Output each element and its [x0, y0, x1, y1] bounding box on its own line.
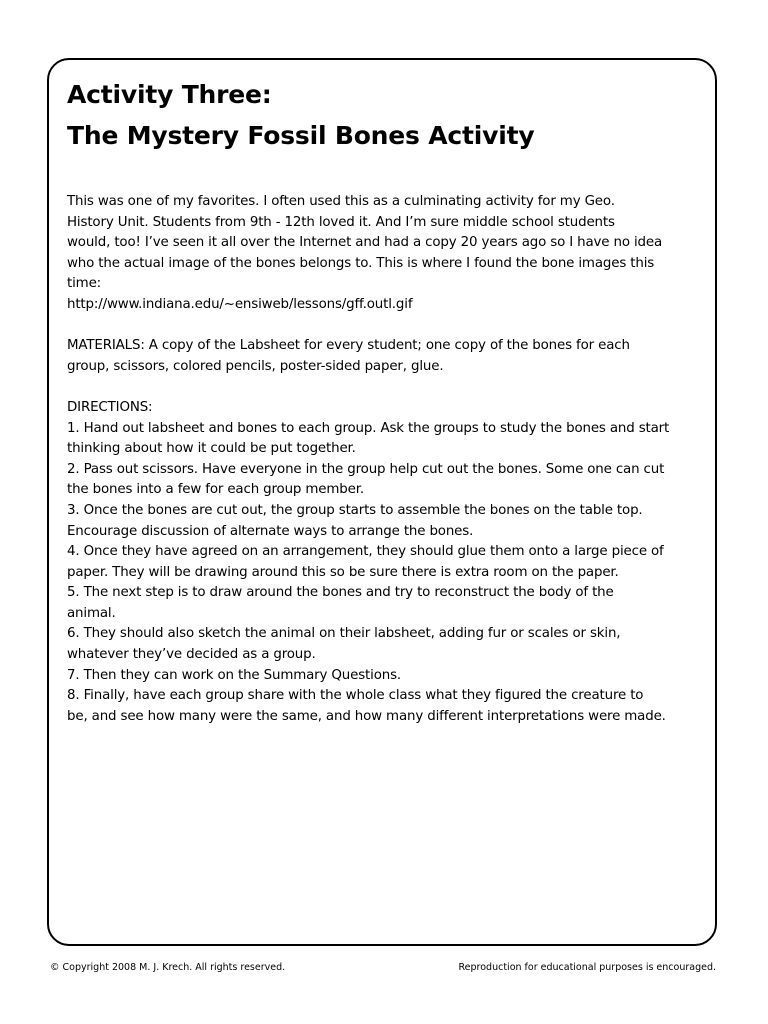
paragraph-spacer	[67, 316, 707, 337]
direction-step-6-cont: whatever they’ve decided as a group.	[67, 647, 316, 663]
page-title	[67, 74, 534, 156]
intro-line: who the actual image of the bones belongs to. This is where I found the bone images this	[67, 255, 655, 271]
materials-paragraph	[67, 336, 707, 377]
direction-step-5: 5. The next step is to draw around the bones and try to reconstruct the body of the	[67, 585, 614, 601]
direction-step-1: 1. Hand out labsheet and bones to each group. Ask the groups to study the bones and start	[67, 420, 670, 436]
direction-step-2-cont: the bones into a few for each group member.	[67, 482, 364, 498]
copyright-notice: © Copyright 2008 M. J. Krech. All rights reserved.	[50, 962, 286, 973]
direction-step-4-cont: paper. They will be drawing around this so be sure there is extra room on the paper.	[67, 564, 619, 580]
directions-section	[67, 398, 707, 728]
direction-step-1-cont: thinking about how it could be put together.	[67, 441, 356, 457]
intro-line: would, too! I’ve seen it all over the Internet and had a copy 20 years ago so I have no idea	[67, 235, 663, 251]
intro-line: This was one of my favorites. I often used this as a culminating activity for my Geo.	[67, 194, 615, 209]
direction-step-7: 7. Then they can work on the Summary Questions.	[67, 667, 402, 683]
intro-line: History Unit. Students from 9th - 12th loved it. And I’m sure middle school students	[67, 214, 615, 230]
directions-heading: DIRECTIONS:	[67, 399, 153, 415]
intro-paragraph	[67, 192, 707, 316]
direction-step-5-cont: animal.	[67, 605, 116, 621]
title-line-2: The Mystery Fossil Bones Activity	[67, 121, 535, 150]
materials-line: group, scissors, colored pencils, poster-sided paper, glue.	[67, 358, 444, 374]
direction-step-4: 4. Once they have agreed on an arrangement, they should glue them onto a large piece of	[67, 544, 664, 560]
direction-step-3-cont: Encourage discussion of alternate ways to arrange the bones.	[67, 523, 474, 539]
intro-line: time:	[67, 276, 102, 292]
direction-step-8: 8. Finally, have each group share with the whole class what they figured the creature to	[67, 688, 644, 704]
paragraph-spacer	[67, 377, 707, 398]
direction-step-2: 2. Pass out scissors. Have everyone in the group help cut out the bones. Some one can cut	[67, 461, 665, 477]
direction-step-3: 3. Once the bones are cut out, the group starts to assemble the bones on the table top.	[67, 502, 643, 518]
materials-line: MATERIALS: A copy of the Labsheet for every student; one copy of the bones for each	[67, 338, 630, 354]
direction-step-8-cont: be, and see how many were the same, and how many different interpretations were made.	[67, 708, 666, 724]
source-url: http://www.indiana.edu/~ensiweb/lessons/gff.outl.gif	[67, 296, 413, 312]
reproduction-notice: Reproduction for educational purposes is encouraged.	[458, 962, 716, 973]
title-line-1: Activity Three:	[67, 80, 272, 109]
direction-step-6: 6. They should also sketch the animal on their labsheet, adding fur or scales or skin,	[67, 626, 621, 642]
document-body	[67, 192, 707, 727]
